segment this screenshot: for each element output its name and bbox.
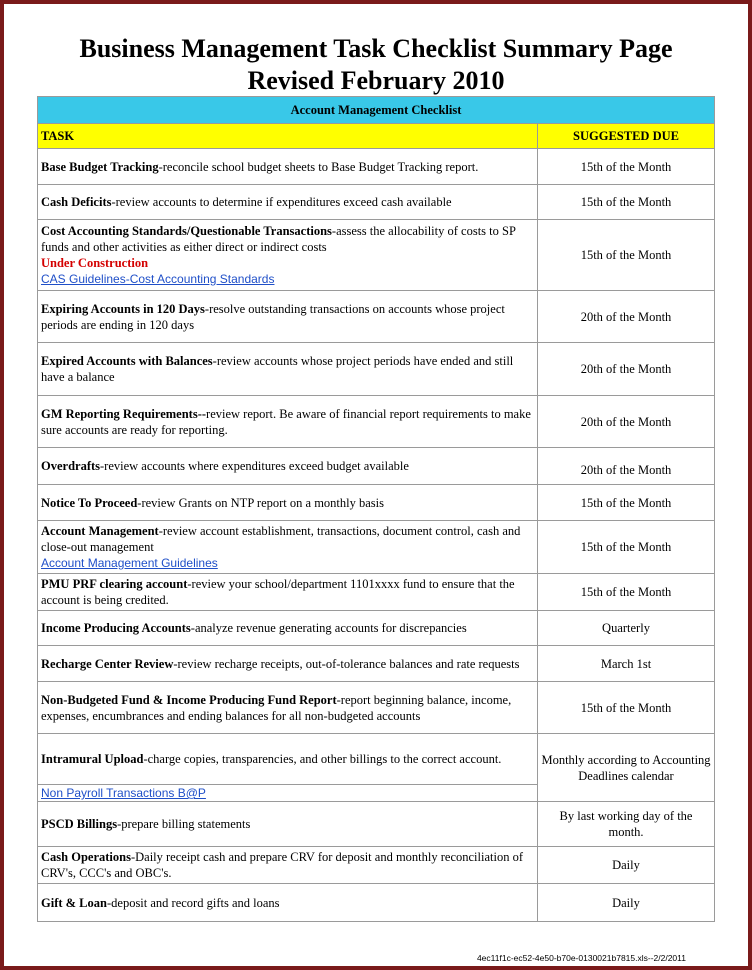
- page-subtitle: Revised February 2010: [247, 66, 505, 95]
- task-description: -review your school/department 1101xxxx fund to ensure that the account is being credited.: [41, 577, 515, 607]
- task-description: -assess the allocability of costs to SP funds and other activities as either direct or indirect costs: [41, 224, 516, 254]
- task-description: -analyze revenue generating accounts for discrepancies: [190, 621, 467, 635]
- page-frame: [4, 4, 748, 966]
- task-cell: [38, 611, 538, 646]
- task-cell: [38, 802, 538, 847]
- task-name: Account Management: [41, 524, 159, 538]
- file-footer: 4ec11f1c-ec52-4e50-b70e-0130021b7815.xls--2/2/2011: [476, 953, 686, 963]
- table-row: [38, 220, 715, 291]
- task-name: Income Producing Accounts: [41, 621, 191, 635]
- task-name: Base Budget Tracking: [41, 159, 159, 174]
- due-cell: 15th of the Month: [538, 521, 715, 574]
- due-cell: By last working day of the month.: [538, 802, 715, 847]
- task-name: Cash Operations: [41, 850, 131, 864]
- table-row: [38, 485, 715, 521]
- due-cell: 20th of the Month: [538, 396, 715, 448]
- table-row: [38, 802, 715, 847]
- due-cell: Daily: [538, 884, 715, 922]
- task-cell: [38, 343, 538, 396]
- due-column-header: SUGGESTED DUE: [538, 124, 715, 149]
- non-payroll-transactions-link[interactable]: Non Payroll Transactions B@P: [41, 786, 206, 800]
- task-cell: [38, 574, 538, 611]
- task-description: -deposit and record gifts and loans: [106, 895, 280, 910]
- cas-guidelines-link[interactable]: CAS Guidelines-Cost Accounting Standards: [41, 272, 275, 286]
- task-name: Cash Deficits: [41, 195, 112, 209]
- task-name: Cost Accounting Standards/Questionable Transactions: [41, 224, 332, 238]
- task-cell: [38, 396, 538, 448]
- task-name: PMU PRF clearing account: [41, 577, 188, 591]
- task-description: -resolve outstanding transactions on accounts whose project periods are ending in 120 days: [41, 301, 505, 332]
- under-construction-note: Under Construction: [41, 256, 149, 270]
- table-row: [38, 185, 715, 220]
- task-name: Gift & Loan: [41, 895, 107, 910]
- task-name: Expired Accounts with Balances: [41, 354, 213, 368]
- due-cell: 15th of the Month: [538, 574, 715, 611]
- due-cell: Monthly according to Accounting Deadlines calendar: [538, 734, 715, 802]
- task-cell: [38, 448, 538, 485]
- table-row: [38, 149, 715, 185]
- task-description: -prepare billing statements: [117, 817, 251, 831]
- task-cell: [38, 521, 538, 574]
- task-name: Non-Budgeted Fund & Income Producing Fund Report: [41, 692, 337, 707]
- table-row: [38, 682, 715, 734]
- task-cell: [38, 847, 538, 884]
- due-cell: 20th of the Month: [538, 291, 715, 343]
- task-cell: [38, 884, 538, 922]
- task-description: -Daily receipt cash and prepare CRV for deposit and monthly reconciliation of CRV's, CCC's and OBC's.: [41, 850, 524, 880]
- table-row: [38, 847, 715, 884]
- table-row: [38, 396, 715, 448]
- task-description: -report beginning balance, income, expenses, encumbrances and ending balances for all non-budgeted accounts: [41, 692, 512, 723]
- task-cell: [38, 646, 538, 682]
- account-management-guidelines-link[interactable]: Account Management Guidelines: [41, 556, 218, 570]
- due-cell: Daily: [538, 847, 715, 884]
- table-row: [38, 646, 715, 682]
- due-cell: March 1st: [538, 646, 715, 682]
- task-description: -charge copies, transparencies, and other billings to the correct account.: [143, 752, 502, 766]
- table-row: [38, 521, 715, 574]
- task-cell: [38, 149, 538, 185]
- task-description: -review account establishment, transactions, document control, cash and close-out management: [41, 524, 521, 554]
- task-cell: [38, 220, 538, 291]
- table-row: [38, 574, 715, 611]
- task-name: Overdrafts: [41, 459, 101, 473]
- task-name: PSCD Billings: [41, 817, 118, 831]
- task-description: -review accounts where expenditures exceed budget available: [100, 459, 409, 473]
- checklist-table: [37, 96, 715, 922]
- task-cell: [38, 485, 538, 521]
- task-column-header: TASK: [38, 124, 538, 149]
- due-cell: 15th of the Month: [538, 682, 715, 734]
- due-cell: 15th of the Month: [538, 485, 715, 521]
- task-name: Expiring Accounts in 120 Days: [41, 301, 205, 316]
- table-row: [38, 291, 715, 343]
- table-row: [38, 611, 715, 646]
- task-cell: [38, 785, 538, 802]
- due-cell: 15th of the Month: [538, 220, 715, 291]
- task-description: -review accounts to determine if expenditures exceed cash available: [111, 195, 452, 209]
- due-cell: 15th of the Month: [538, 185, 715, 220]
- task-cell: [38, 185, 538, 220]
- table-row: [38, 734, 715, 785]
- page-title: Business Management Task Checklist Summary Page: [79, 34, 673, 63]
- due-cell: 20th of the Month: [538, 448, 715, 485]
- due-cell: 15th of the Month: [538, 149, 715, 185]
- task-description: -review recharge receipts, out-of-tolerance balances and rate requests: [173, 656, 520, 671]
- due-cell: 20th of the Month: [538, 343, 715, 396]
- task-cell: [38, 734, 538, 785]
- table-banner: Account Management Checklist: [38, 97, 715, 124]
- task-name: Notice To Proceed: [41, 495, 138, 510]
- task-cell: [38, 291, 538, 343]
- due-cell: Quarterly: [538, 611, 715, 646]
- task-description: review report. Be aware of financial report requirements to make sure accounts are ready for reporting.: [41, 406, 531, 437]
- table-row: [38, 884, 715, 922]
- task-cell: [38, 682, 538, 734]
- task-description: -review accounts whose project periods have ended and still have a balance: [41, 354, 514, 384]
- task-name: GM Reporting Requirements--: [41, 406, 207, 421]
- task-description: -reconcile school budget sheets to Base Budget Tracking report.: [158, 159, 479, 174]
- table-row: [38, 343, 715, 396]
- table-row: [38, 448, 715, 485]
- task-name: Recharge Center Review: [41, 656, 174, 671]
- task-description: -review Grants on NTP report on a monthly basis: [137, 495, 384, 510]
- task-name: Intramural Upload: [41, 752, 144, 766]
